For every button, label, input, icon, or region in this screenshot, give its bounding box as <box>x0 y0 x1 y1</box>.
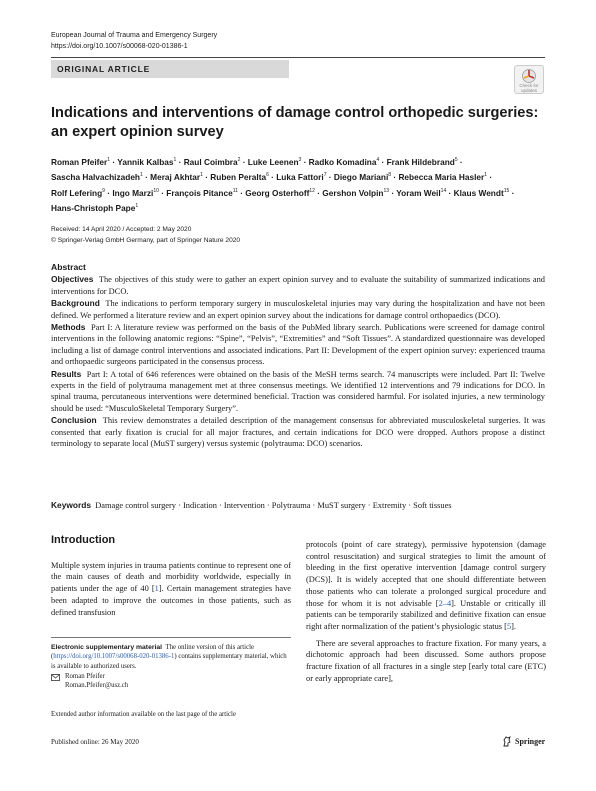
author-name[interactable]: Rebecca Maria Hasler <box>398 172 485 183</box>
author-separator: · <box>326 172 334 183</box>
body-text: ]. Certain management strategies have been adapted to improve the outcomes in those patients, such as defined transfusion <box>51 584 291 617</box>
crossmark-caption-2: updates <box>520 88 537 93</box>
crossmark-caption-1: Check for <box>519 83 539 88</box>
introduction-right-column <box>306 539 546 684</box>
abstract-methods <box>51 322 545 368</box>
esm-link[interactable]: https://doi.org/10.1007/s00068-020-01386-1 <box>53 653 175 661</box>
author-name[interactable]: Ruben Peralta <box>210 172 267 183</box>
author-name[interactable]: Hans-Christoph Pape <box>51 202 136 213</box>
abstract-background <box>51 298 545 321</box>
correspondence <box>51 672 291 691</box>
abstract-label: Methods <box>51 322 86 333</box>
author-affiliation: 1 <box>173 157 177 163</box>
author-affiliation: 12 <box>309 187 315 194</box>
author-affiliation: 10 <box>153 187 159 194</box>
introduction-paragraph <box>51 560 291 619</box>
author-affiliation: 1 <box>107 157 111 163</box>
author-separator: · <box>110 156 118 167</box>
author-name[interactable]: Georg Osterhoff <box>245 187 310 198</box>
author-name[interactable]: Diego Mariani <box>333 172 389 183</box>
author-affiliation: 14 <box>440 187 447 194</box>
author-affiliation: 1 <box>200 172 203 179</box>
article-type-badge: ORIGINAL ARTICLE <box>51 60 289 78</box>
author-name[interactable]: Sascha Halvachizadeh <box>51 172 141 183</box>
abstract-label: Results <box>51 368 82 379</box>
author-separator: · <box>176 156 184 167</box>
keywords <box>51 500 545 511</box>
author-name[interactable]: Raul Coimbra <box>183 156 238 167</box>
abstract-results <box>51 369 545 415</box>
author-name[interactable]: Klaus Wendt <box>453 187 504 198</box>
author-name[interactable]: Ingo Marzi <box>112 187 154 198</box>
abstract-text: This review demonstrates a detailed description of the management consensus for abbreviated musculoskeletal surgeries. It was consented that early fixation is crucial for all major fractures, and certain indications for DCO were dropped. Authors propose a distinct terminology to separate local (MuST surgery) versus systemic (polytrauma: DCO) scenarios. <box>51 416 545 449</box>
article-dates <box>51 224 240 246</box>
extended-author-info: Extended author information available on the last page of the article <box>51 711 236 718</box>
abstract-text: Part I: A literature review was performed on the basis of the PubMed library search. Publications were screened for damage control interventions in the following anatomic regions: “Spine”, “Pelvis”, “Extremities” and “Soft Tissues”. A standardized questionnaire was developed including a list of damage control interventions and associated indications. Part II: Development of the expert opinion survey: experienced trauma and orthopaedic surgeons participated in the consensus process. <box>51 323 545 367</box>
author-affiliation: 4 <box>376 157 380 163</box>
author-affiliation: 1 <box>135 203 139 210</box>
author-separator: · <box>240 156 248 167</box>
keywords-label: Keywords <box>51 500 92 510</box>
author-name[interactable]: Luka Fattori <box>276 172 324 183</box>
body-text: Multiple system injuries in trauma patients continue to represent one of the main causes of death and morbidity worldwide, especially in patients under the age of 40 [ <box>51 560 291 594</box>
author-affiliation: 13 <box>383 187 390 194</box>
abstract-text: The objectives of this study were to gather an expert opinion survey and to evaluate the suitability of summarized indications and interventions for DCO. <box>51 275 545 296</box>
copyright: © Springer-Verlag GmbH Germany, part of Springer Nature 2020 <box>51 237 241 244</box>
author-separator: · <box>142 172 151 183</box>
author-separator: · <box>301 156 309 167</box>
abstract-heading: Abstract <box>51 262 86 272</box>
introduction-heading: Introduction <box>51 534 116 546</box>
correspondence-email[interactable]: Roman.Pfeifer@usz.ch <box>65 682 129 690</box>
author-name[interactable]: Meraj Akhtar <box>150 172 201 183</box>
abstract-label: Objectives <box>51 274 94 285</box>
author-separator: · <box>391 172 399 183</box>
body-text: ]. <box>511 621 517 631</box>
author-affiliation: 9 <box>102 187 105 194</box>
abstract <box>51 262 545 451</box>
author-name[interactable]: Luke Leenen <box>247 156 299 167</box>
envelope-icon <box>51 674 60 681</box>
author-separator: · <box>268 172 277 183</box>
author-affiliation: 5 <box>454 157 458 163</box>
author-affiliation: 1 <box>484 172 488 179</box>
author-name[interactable]: Yannik Kalbas <box>117 156 174 167</box>
journal-header <box>51 30 217 52</box>
author-separator: · <box>457 156 463 167</box>
author-separator: · <box>314 187 323 198</box>
author-separator: · <box>389 187 397 198</box>
author-name[interactable]: Roman Pfeifer <box>51 156 108 167</box>
abstract-text: The indications to perform temporary surgery in musculoskeletal injuries may vary during the hospitalization and have not been defined. We performed a literature review and an expert opinion survey about the indications for damage control orthopaedics (DCO). <box>51 299 545 320</box>
body-text: protocols (point of care strategy), permissive hypotension (damage control resuscitation) and surgical strategies to limit the amount of bleeding in the first operative intervention [damage control surgery (DCS)]. It is widely accepted that one should differentiate between those patients who can tolerate a prolonged surgical procedure and those for whom it is not advisable [ <box>306 540 546 608</box>
article-title <box>51 104 545 142</box>
author-separator: · <box>509 187 515 198</box>
author-affiliation: 1 <box>140 172 143 179</box>
doi-link[interactable]: https://doi.org/10.1007/s00068-020-01386-1 <box>51 43 188 50</box>
journal-name: European Journal of Trauma and Emergency Surgery <box>51 32 218 39</box>
introduction-paragraph <box>306 539 546 633</box>
author-separator: · <box>158 187 167 198</box>
publisher-logo <box>502 736 545 747</box>
abstract-objectives <box>51 274 545 297</box>
author-list <box>51 154 545 215</box>
author-affiliation: 11 <box>232 187 238 194</box>
author-separator: · <box>379 156 387 167</box>
published-online: Published online: 26 May 2020 <box>51 738 139 746</box>
author-affiliation: 7 <box>323 172 327 179</box>
received-accepted: Received: 14 April 2020 / Accepted: 2 May 2020 <box>51 226 192 233</box>
citation-link[interactable]: 5 <box>506 621 512 631</box>
author-name[interactable]: François Pitance <box>166 187 233 198</box>
author-separator: · <box>237 187 246 198</box>
author-separator: · <box>202 172 211 183</box>
header-rule <box>51 57 545 58</box>
author-affiliation: 15 <box>503 187 510 194</box>
abstract-label: Conclusion <box>51 415 97 426</box>
citation-link[interactable]: 2–4 <box>438 598 452 608</box>
abstract-label: Background <box>51 298 100 309</box>
publisher-name: Springer <box>515 737 546 746</box>
esm-label: Electronic supplementary material <box>51 644 163 651</box>
abstract-text: Part I: A total of 646 references were obtained on the basis of the MeSH terms search. 74 manuscripts were included. Part II: Twelve experts in the field of polytrauma management met at three consensus meetings. We identified 12 interventions and 79 indications for DCO. In spinal trauma, percutaneous interventions were determined beneficial. Traction was considered harmful. For isolated injuries, a new terminology should be used: “MusculoSkeletal Temporary Surgery”. <box>51 369 545 413</box>
body-text: ]. Unstable or critically ill patients can be temporarily stabilized and definitive fixation can ensue right after normalization of the patient’s physiologic status [ <box>306 598 546 631</box>
crossmark-icon <box>522 69 536 83</box>
esm-text: ) contains supplementary material, which is available to authorized users. <box>51 653 287 670</box>
author-affiliation: 2 <box>237 157 241 163</box>
springer-horse-icon <box>502 736 512 747</box>
correspondence-name-line <box>51 672 291 681</box>
keywords-text: Damage control surgery · Indication · Intervention · Polytrauma · MuST surgery · Extremity · Soft tissues <box>95 501 452 510</box>
correspondence-name: Roman Pfeifer <box>65 673 105 680</box>
author-name[interactable]: Rolf Lefering <box>51 187 103 198</box>
author-name[interactable]: Radko Komadina <box>308 156 377 167</box>
author-separator: · <box>487 172 493 183</box>
introduction-left-column <box>51 535 291 618</box>
check-for-updates-button[interactable] <box>514 65 544 94</box>
author-separator: · <box>104 187 113 198</box>
title-line-2: an expert opinion survey <box>51 124 224 140</box>
author-affiliation: 3 <box>298 157 302 163</box>
author-affiliation: 8 <box>388 172 392 179</box>
esm-text: The online version of this article ( <box>51 644 254 661</box>
citation-link[interactable]: 1 <box>154 584 159 594</box>
supplementary-material-note <box>51 637 291 671</box>
author-affiliation: 6 <box>266 172 269 179</box>
introduction-paragraph: There are several approaches to fracture fixation. For many years, a dichotomic approach had been discussed. Some authors propose fracture fixation of all fractures in a single step [early total care (ETC) or early appropriate care], <box>306 638 546 683</box>
author-name[interactable]: Yoram Weil <box>396 187 441 198</box>
title-line-1: Indications and interventions of damage control orthopedic surgeries: <box>51 105 539 121</box>
author-separator: · <box>446 187 454 198</box>
abstract-conclusion <box>51 415 545 449</box>
author-name[interactable]: Frank Hildebrand <box>386 156 455 167</box>
author-name[interactable]: Gershon Volpin <box>322 187 384 198</box>
